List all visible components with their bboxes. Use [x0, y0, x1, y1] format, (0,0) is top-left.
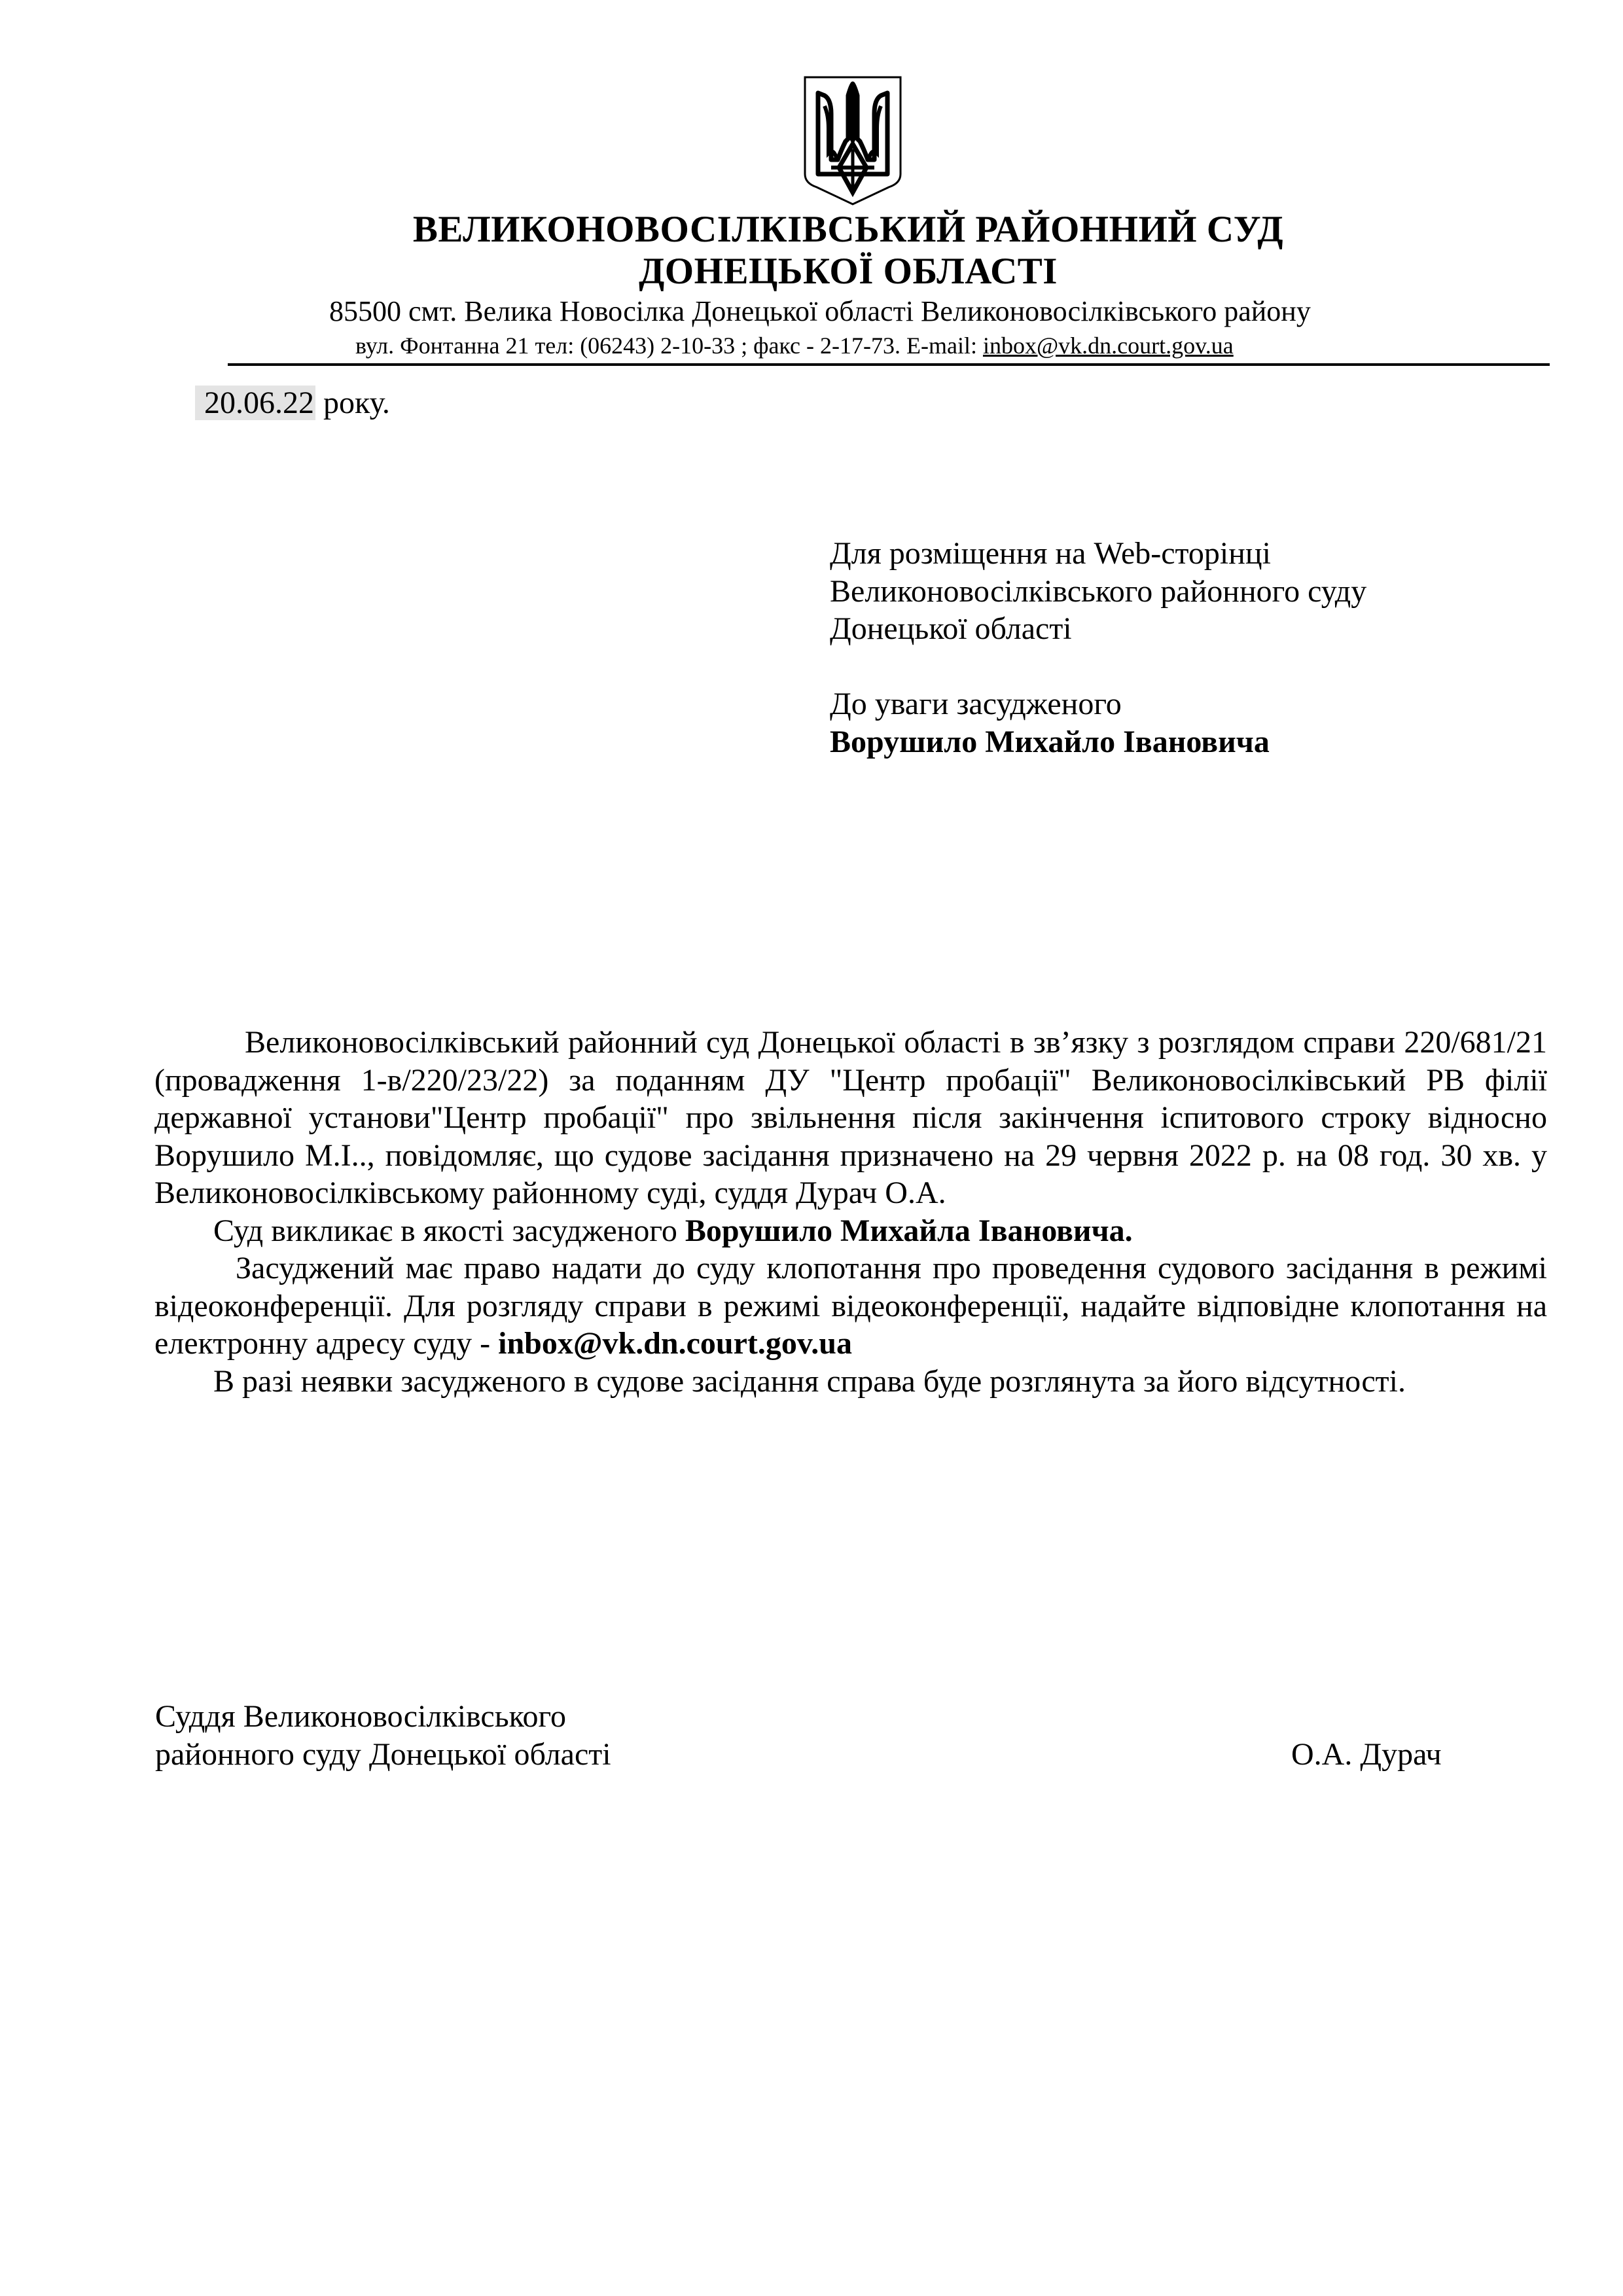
court-address-line: 85500 смт. Велика Новосілка Донецької області Великоновосілківського району [329, 295, 1311, 327]
summoned-person-name: Ворушило Михайла Івановича. [685, 1213, 1133, 1248]
notice-body [154, 1024, 1547, 1400]
signature-position-line-1: Суддя Великоновосілківського [155, 1699, 566, 1734]
notice-paragraph-hearing: Великоновосілківський районний суд Донецької області в зв’язку з розглядом справи 220/681/21 (провадження 1-в/220/23/22) за поданням ДУ "Центр пробації" Великоновосілківський РВ філії державної установи"Центр пробації" про звільнення після закінчення іспитового строку відносно Ворушило М.І.., повідомляє, що судове засідання призначено на 29 червня 2022 р. на 08 год. 30 хв. у Великоновосілківському районному суді, суддя Дурач О.А. [154, 1025, 1547, 1210]
notice-paragraph-videoconference [154, 1249, 1547, 1363]
addressee-block [830, 535, 1366, 761]
notice-paragraph-absence: В разі неявки засудженого в судове засідання справа буде розглянута за його відсутності. [213, 1363, 1406, 1399]
document-date [195, 385, 390, 422]
signature-position-line-2: районного суду Донецької області [155, 1736, 611, 1772]
convict-name: Ворушило Михайло Івановича [830, 724, 1270, 759]
notice-paragraph-summons [154, 1212, 1547, 1250]
attention-label: До уваги засудженого [830, 687, 1122, 721]
signature-name: О.А. Дурач [1291, 1737, 1442, 1772]
addressee-line-1: Для розміщення на Web-сторінці [830, 536, 1271, 571]
signature-position [155, 1698, 611, 1773]
court-email-link[interactable]: inbox@vk.dn.court.gov.ua [982, 332, 1234, 359]
addressee-line-2: Великоновосілківського районного суду [830, 573, 1367, 609]
court-email-bold[interactable]: inbox@vk.dn.court.gov.ua [498, 1326, 852, 1361]
court-contacts-text: вул. Фонтанна 21 тел: (06243) 2-10-33 ; факс - 2-17-73. E-mail: [355, 332, 983, 359]
addressee-spacer [830, 648, 1366, 686]
addressee-line-3: Донецької області [830, 611, 1072, 646]
date-value: 20.06.22 [195, 386, 315, 420]
summons-text: Суд викликає в якості засудженого [213, 1213, 685, 1248]
header-divider [228, 363, 1550, 366]
ukraine-coat-of-arms-icon [804, 76, 902, 206]
date-suffix: року. [315, 386, 390, 420]
court-region-title: ДОНЕЦЬКОЇ ОБЛАСТІ [639, 251, 1058, 292]
court-contacts-line [355, 331, 1234, 360]
videoconference-text: Засуджений має право надати до суду клопотання про проведення судового засідання в режимі відеоконференції. Для розгляду справи в режимі відеоконференції, надайте відповідне клопотання на електронну адресу суду - [154, 1251, 1547, 1361]
court-name-title: ВЕЛИКОНОВОСІЛКІВСЬКИЙ РАЙОННИЙ СУД [412, 209, 1284, 250]
